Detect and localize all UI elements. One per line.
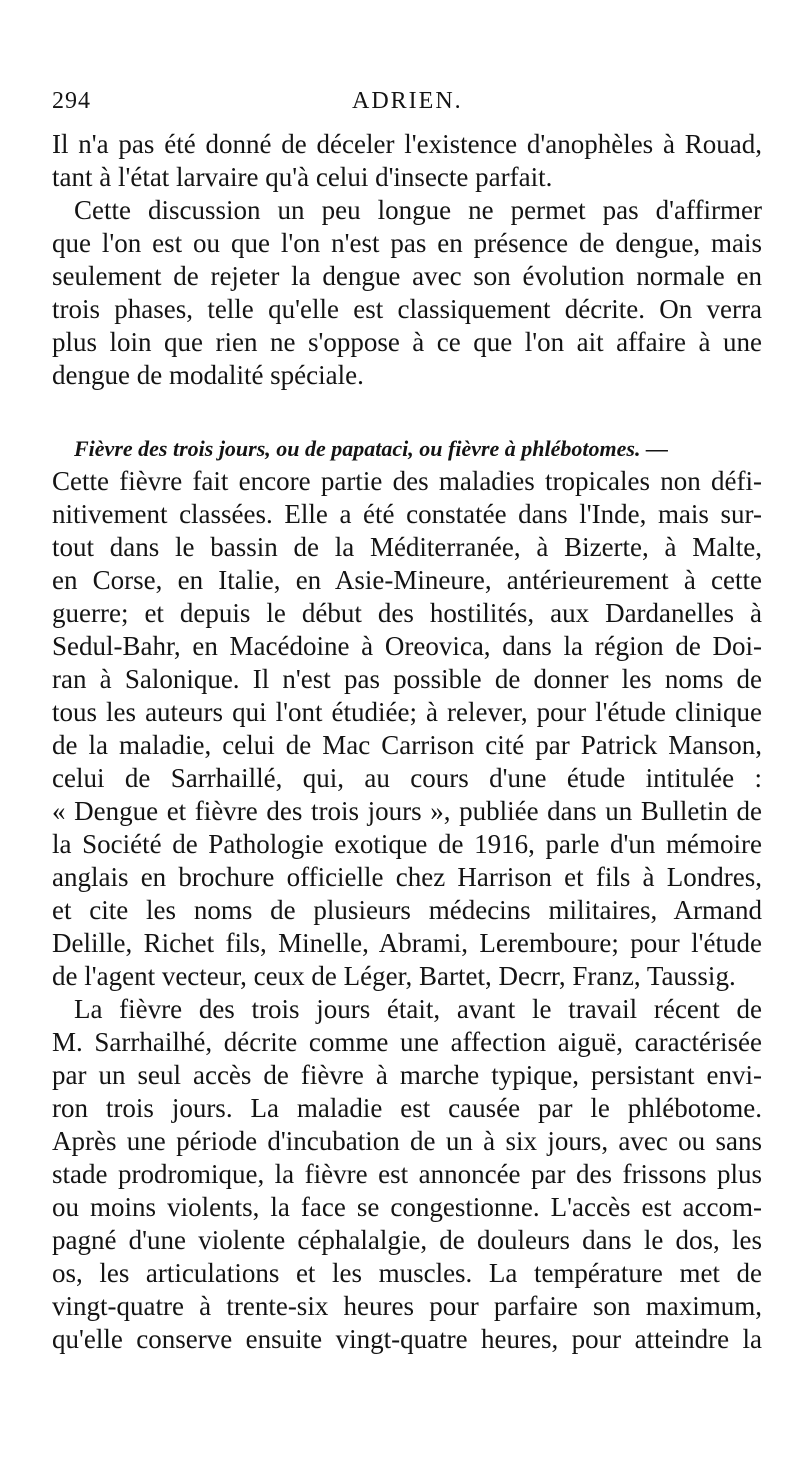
text-line: plus loin que rien ne s'oppose à ce que l'on ait affaire à une — [52, 327, 762, 357]
text-line: que l'on est ou que l'on n'est pas en présence de dengue, mais — [52, 228, 762, 258]
text-line: seulement de rejeter la dengue avec son évolution normale en — [52, 261, 762, 291]
text-line: La fièvre des trois jours était, avant le travail récent de — [74, 994, 762, 1024]
text-line: de la maladie, celui de Mac Carrison cité par Patrick Manson, — [52, 730, 762, 760]
text-line: la Société de Pathologie exotique de 1916, parle d'un mémoire — [52, 829, 762, 859]
section-spacer — [52, 392, 762, 432]
running-head: ADRIEN. — [352, 88, 463, 114]
text-line: stade prodromique, la fièvre est annoncée par des frissons plus — [52, 1159, 762, 1189]
book-page — [52, 88, 762, 1356]
text-line: tous les auteurs qui l'ont étudiée; à relever, pour l'étude clinique — [52, 697, 762, 727]
text-line: trois phases, telle qu'elle est classiquement décrite. On verra — [52, 294, 762, 324]
text-line: qu'elle conserve ensuite vingt-quatre heures, pour atteindre la — [52, 1324, 762, 1354]
paragraph-anopheles — [52, 128, 762, 194]
page-number: 294 — [52, 88, 91, 114]
section-heading: Fièvre des trois jours, ou de papataci, ou fièvre à phlébotomes. — — [74, 436, 668, 461]
text-line: Cette fièvre fait encore partie des maladies tropicales non défi- — [52, 466, 762, 496]
text-line: par un seul accès de fièvre à marche typique, persistant envi- — [52, 1060, 762, 1090]
text-line: pagné d'une violente céphalalgie, de douleurs dans le dos, les — [52, 1225, 762, 1255]
paragraph-fever-description — [52, 465, 762, 993]
text-line: Delille, Richet fils, Minelle, Abrami, Leremboure; pour l'étude — [52, 928, 762, 958]
text-line: ran à Salonique. Il n'est pas possible de donner les noms de — [52, 664, 762, 694]
text-line: anglais en brochure officielle chez Harrison et fils à Londres, — [52, 862, 762, 892]
text-line: « Dengue et fièvre des trois jours », publiée dans un Bulletin de — [52, 796, 762, 826]
text-line: tout dans le bassin de la Méditerranée, à Bizerte, à Malte, — [52, 532, 762, 562]
text-line: ron trois jours. La maladie est causée par le phlébotome. — [52, 1093, 762, 1123]
paragraph-clinical-course — [52, 993, 762, 1356]
text-line: ou moins violents, la face se congestionne. L'accès est accom- — [52, 1192, 762, 1222]
paragraph-discussion — [52, 194, 762, 392]
text-line: M. Sarrhailhé, décrite comme une affection aiguë, caractérisée — [52, 1027, 762, 1057]
page-header — [52, 88, 762, 128]
text-line: Après une période d'incubation de un à six jours, avec ou sans — [52, 1126, 762, 1156]
text-line: Cette discussion un peu longue ne permet pas d'affirmer — [74, 195, 762, 225]
text-line: tant à l'état larvaire qu'à celui d'insecte parfait. — [52, 162, 553, 192]
text-line: vingt-quatre à trente-six heures pour parfaire son maximum, — [52, 1291, 762, 1321]
text-line: guerre; et depuis le début des hostilités, aux Dardanelles à — [52, 598, 762, 628]
text-line: Il n'a pas été donné de déceler l'existence d'anophèles à Rouad, — [52, 129, 762, 159]
text-line: Sedul-Bahr, en Macédoine à Oreovica, dans la région de Doi- — [52, 631, 762, 661]
text-line: dengue de modalité spéciale. — [52, 360, 364, 390]
text-line: et cite les noms de plusieurs médecins militaires, Armand — [52, 895, 762, 925]
text-line: celui de Sarrhaillé, qui, au cours d'une étude intitulée : — [52, 763, 762, 793]
text-line: en Corse, en Italie, en Asie-Mineure, antérieurement à cette — [52, 565, 762, 595]
text-line: os, les articulations et les muscles. La température met de — [52, 1258, 762, 1288]
text-line: de l'agent vecteur, ceux de Léger, Bartet, Decrr, Franz, Taussig. — [52, 961, 736, 991]
text-line: nitivement classées. Elle a été constatée dans l'Inde, mais sur- — [52, 499, 762, 529]
